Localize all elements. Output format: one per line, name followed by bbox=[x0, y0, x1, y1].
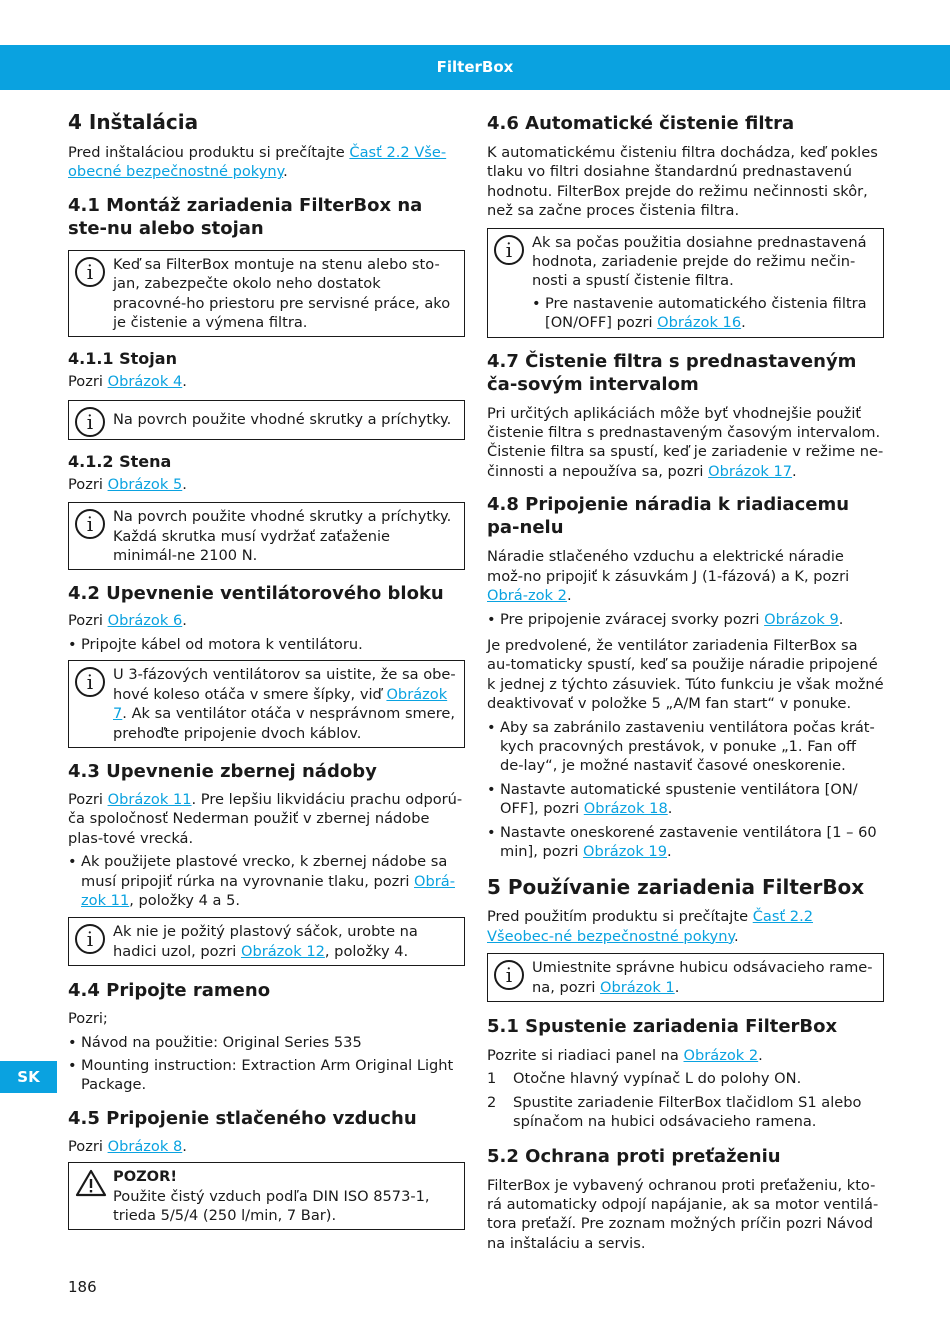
text: Pred použitím produktu si prečítajte bbox=[487, 908, 753, 926]
section-4-8-title: 4.8 Pripojenie náradia k riadiacemu pa-nelu bbox=[487, 494, 850, 539]
link-figure-17[interactable]: Obrázok 17 bbox=[708, 462, 793, 480]
notice-text: Umiestnite správne hubicu odsávacieho rame-na, pozri bbox=[532, 959, 873, 996]
section-5-2-text: FilterBox je vybavený ochranou proti preťaženiu, kto-rá automaticky odpojí napájanie, ak sa motor ventilá-tora preťaží. Pre zoznam možných príčin pozri Návod na inštaláciu a servis. bbox=[487, 1176, 879, 1252]
intro-end: . bbox=[283, 163, 288, 181]
link-figure-12[interactable]: Obrázok 12 bbox=[240, 942, 325, 960]
notice-text: Ak nie je požitý plastový sáčok, urobte na hadici uzol, pozri bbox=[113, 923, 418, 960]
link-figure-6[interactable]: Obrázok 6 bbox=[107, 612, 183, 630]
list-item bbox=[532, 294, 875, 333]
section-4-8-text bbox=[487, 547, 884, 605]
step-number: 2 bbox=[487, 1093, 497, 1111]
list-item: • Pripojte kábel od motora k ventilátoru. bbox=[68, 635, 465, 654]
list-item: • Aby sa zabránilo zastaveniu ventilátora počas krát-kych pracovných prestávok, v ponuke „1. Fan off de-lay“, je možné nastaviť časové oneskorenie. bbox=[487, 718, 884, 776]
text: Pozri bbox=[68, 1137, 108, 1155]
step-number: 1 bbox=[487, 1070, 497, 1088]
bullet-text: Pre pripojenie zváracej svorky pozri bbox=[500, 610, 765, 628]
info-notice bbox=[68, 250, 465, 338]
section-5-text bbox=[487, 907, 884, 946]
language-tab[interactable]: SK bbox=[0, 1061, 57, 1093]
notice-text: Na povrch použite vhodné skrutky a príchytky. Každá skrutka musí vydržať zaťaženie minimál-ne 2100 N. bbox=[113, 508, 452, 565]
text: Pozri bbox=[68, 612, 108, 630]
section-4-7-title: 4.7 Čistenie filtra s prednastaveným ča-sovým intervalom bbox=[487, 350, 857, 395]
info-notice bbox=[487, 228, 884, 338]
section-4-1-1-text bbox=[68, 372, 465, 391]
notice-text-end: . Ak sa ventilátor otáča v nesprávnom smere, prehoďte pripojenie dvoch káblov. bbox=[113, 705, 456, 742]
info-icon: i bbox=[75, 924, 105, 954]
info-notice bbox=[68, 400, 465, 440]
notice-text: U 3-fázových ventilátorov sa uistite, že sa obe-hové koleso otáča v smere šípky, viď bbox=[113, 666, 456, 703]
text-end: . bbox=[182, 475, 187, 493]
info-icon: i bbox=[75, 667, 105, 697]
text-end: . bbox=[734, 927, 739, 945]
info-notice bbox=[68, 660, 465, 748]
section-4-4-text: Pozri; bbox=[68, 1010, 108, 1028]
section-5-1-title: 5.1 Spustenie zariadenia FilterBox bbox=[487, 1016, 838, 1037]
link-figure-4[interactable]: Obrázok 4 bbox=[107, 373, 183, 391]
notice-text-end: . bbox=[674, 978, 680, 996]
section-5-2-title: 5.2 Ochrana proti preťaženiu bbox=[487, 1145, 781, 1167]
list-item bbox=[487, 823, 884, 862]
intro-text: Pred inštaláciou produktu si prečítajte bbox=[68, 144, 350, 161]
list-item: • Návod na použitie: Original Series 535 bbox=[68, 1033, 465, 1052]
text-end: . Pre lepšiu likvidáciu prachu odporú-ča spoločnosť Nederman použiť v zbernej nádobe plas-tové vrecká. bbox=[68, 790, 463, 847]
section-4-1-title: 4.1 Montáž zariadenia FilterBox na ste-nu alebo stojan bbox=[68, 194, 423, 239]
warning-icon bbox=[75, 1169, 107, 1197]
link-figure-11-b[interactable]: Obrá-zok 11 bbox=[81, 872, 455, 909]
section-4-2-text bbox=[68, 611, 465, 630]
link-figure-8[interactable]: Obrázok 8 bbox=[107, 1137, 183, 1155]
notice-text-end: , položky 4. bbox=[324, 942, 409, 960]
section-4-5-title: 4.5 Pripojenie stlačeného vzduchu bbox=[68, 1107, 417, 1129]
section-5-1-text bbox=[487, 1046, 884, 1065]
list-item bbox=[487, 780, 884, 819]
link-figure-18[interactable]: Obrázok 18 bbox=[583, 800, 668, 818]
link-figure-9[interactable]: Obrázok 9 bbox=[764, 610, 839, 628]
list-item bbox=[487, 610, 884, 629]
section-4-intro bbox=[68, 143, 465, 182]
right-column bbox=[487, 104, 884, 1253]
section-4-1-2-title: 4.1.2 Stena bbox=[68, 451, 172, 471]
text-end: . bbox=[792, 462, 797, 480]
notice-text: Ak sa počas použitia dosiahne prednastavená hodnota, zariadenie prejde do režimu nečin-nosti a spustí čistenie filtra. bbox=[532, 233, 867, 290]
bullet-text-end: , položky 4 a 5. bbox=[129, 891, 240, 909]
info-icon: i bbox=[494, 960, 524, 990]
link-figure-19[interactable]: Obrázok 19 bbox=[583, 842, 667, 860]
page-number: 186 bbox=[68, 1278, 97, 1296]
notice-text: Keď sa FilterBox montuje na stenu alebo sto-jan, zabezpečte okolo neho dostatok pracovné-ho priestoru pre servisné práce, ako je čistenie a výmena filtra. bbox=[113, 255, 451, 332]
numbered-step bbox=[487, 1069, 884, 1088]
link-safety-section[interactable]: Časť 2.2 Vše-obecné bezpečnostné pokyny bbox=[68, 144, 447, 181]
section-4-6-text: K automatickému čisteniu filtra dochádza, keď pokles tlaku vo filtri dosiahne štandardnú prednastavenú hodnotu. FilterBox prejde do režimu nečinnosti skôr, než sa začne proces čistenia filtra. bbox=[487, 144, 878, 220]
link-safety-section-2[interactable]: Časť 2.2 Všeobec-né bezpečnostné pokyny bbox=[487, 908, 814, 945]
text-end: . bbox=[182, 1137, 187, 1155]
left-column bbox=[68, 104, 465, 1230]
section-4-3-text bbox=[68, 790, 465, 848]
section-4-5-text bbox=[68, 1137, 465, 1156]
bullet-text: Ak použijete plastové vrecko, k zbernej nádobe sa musí pripojiť rúrka na vyrovnanie tlaku, pozri bbox=[81, 853, 448, 890]
section-4-title: 4 Inštalácia bbox=[68, 110, 199, 134]
warning-title: POZOR! bbox=[113, 1168, 177, 1186]
numbered-step bbox=[487, 1093, 884, 1132]
text: Pozri bbox=[68, 475, 108, 493]
link-figure-5[interactable]: Obrázok 5 bbox=[107, 475, 183, 493]
text-end: . bbox=[566, 587, 572, 605]
bullet-text: Nastavte oneskorené zastavenie ventilátora [1 – 60 min], pozri bbox=[500, 823, 877, 860]
warning-text: Použite čistý vzduch podľa DIN ISO 8573-1, trieda 5/5/4 (250 l/min, 7 Bar). bbox=[113, 1187, 430, 1224]
bullet-text-end: . bbox=[838, 610, 844, 628]
link-figure-2[interactable]: Obrá-zok 2 bbox=[487, 587, 567, 605]
list-item: • Mounting instruction: Extraction Arm Original Light Package. bbox=[68, 1056, 465, 1095]
section-4-1-2-text bbox=[68, 475, 465, 494]
step-text: Spustite zariadenie FilterBox tlačidlom S1 alebo spínačom na hubici odsávacieho ramena. bbox=[513, 1093, 862, 1131]
section-4-6-title: 4.6 Automatické čistenie filtra bbox=[487, 113, 795, 134]
bullet-text-end: . bbox=[667, 800, 673, 818]
bullet-text-end: . bbox=[741, 314, 746, 332]
section-4-3-title: 4.3 Upevnenie zbernej nádoby bbox=[68, 760, 377, 782]
link-figure-2-b[interactable]: Obrázok 2 bbox=[683, 1047, 759, 1064]
notice-text: Na povrch použite vhodné skrutky a príchytky. bbox=[113, 410, 452, 428]
warning-notice bbox=[68, 1162, 465, 1230]
bullet-text: Pre nastavenie automatického čistenia filtra [ON/OFF] pozri bbox=[545, 294, 867, 332]
section-4-2-title: 4.2 Upevnenie ventilátorového bloku bbox=[68, 583, 444, 605]
link-figure-11[interactable]: Obrázok 11 bbox=[107, 790, 192, 808]
section-4-4-title: 4.4 Pripojte rameno bbox=[68, 980, 271, 1002]
bullet-text-end: . bbox=[667, 842, 672, 860]
step-text: Otočne hlavný vypínač L do polohy ON. bbox=[513, 1070, 802, 1088]
text: Pozrite si riadiaci panel na bbox=[487, 1047, 684, 1064]
text-end: . bbox=[182, 612, 187, 630]
text: Pozri bbox=[68, 790, 108, 808]
info-icon: i bbox=[75, 257, 105, 287]
info-icon: i bbox=[75, 509, 105, 539]
text: Pri určitých aplikáciách môže byť vhodnejšie použiť čistenie filtra s prednastaveným časovým intervalom. Čistenie filtra sa spustí, keď je zariadenie v režime ne-činnosti a nepoužíva sa, pozri bbox=[487, 404, 884, 480]
header-title: FilterBox bbox=[436, 58, 514, 76]
info-notice bbox=[68, 917, 465, 966]
section-5-title: 5 Používanie zariadenia FilterBox bbox=[487, 875, 865, 900]
link-figure-16[interactable]: Obrázok 16 bbox=[657, 314, 742, 332]
page-header bbox=[0, 45, 950, 90]
text-end: . bbox=[182, 373, 187, 391]
link-figure-7[interactable]: Obrázok 7 bbox=[113, 685, 448, 723]
info-icon: i bbox=[494, 235, 524, 265]
link-figure-1[interactable]: Obrázok 1 bbox=[600, 978, 675, 996]
text-end: . bbox=[758, 1047, 763, 1064]
list-item bbox=[68, 852, 465, 910]
section-4-8-para2: Je predvolené, že ventilátor zariadenia FilterBox sa au-tomaticky spustí, keď sa použije náradie pripojené k jednej z týchto zásuviek. Túto funkciu je však možné deaktivovať v položke 5 „A/M fan start“ v ponuke. bbox=[487, 636, 884, 713]
info-notice bbox=[487, 953, 884, 1002]
info-notice bbox=[68, 502, 465, 570]
section-4-1-1-title: 4.1.1 Stojan bbox=[68, 349, 177, 369]
text: Pozri bbox=[68, 373, 108, 391]
text: Náradie stlačeného vzduchu a elektrické náradie mož-no pripojiť k zásuvkám J (1-fázová) a K, pozri bbox=[487, 548, 850, 585]
bullet-text: Nastavte automatické spustenie ventilátora [ON/ OFF], pozri bbox=[500, 780, 858, 818]
info-icon: i bbox=[75, 407, 105, 437]
section-4-7-text bbox=[487, 404, 884, 482]
